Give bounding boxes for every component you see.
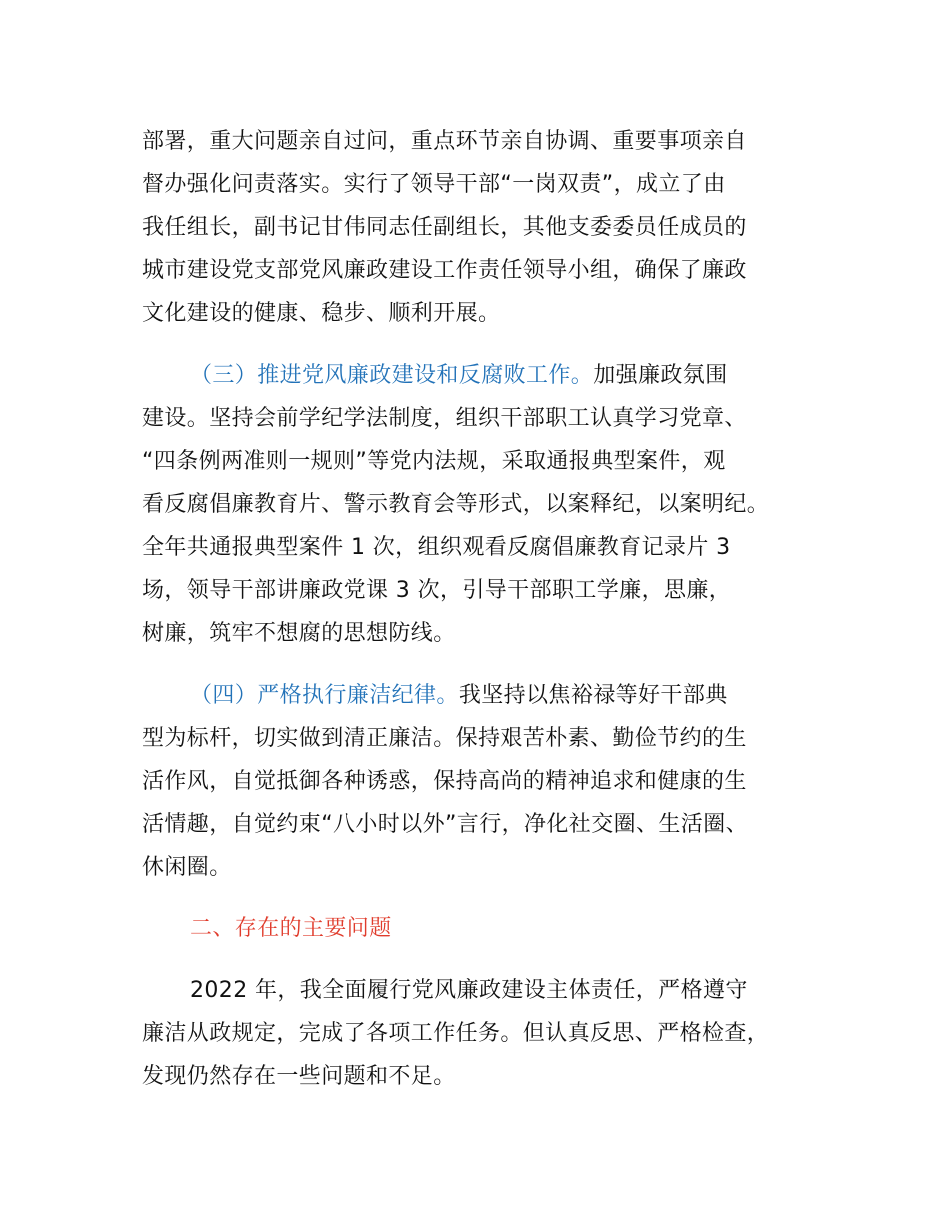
section-heading: 二、存在的主要问题	[190, 916, 392, 941]
text-line: 树廉，筑牢不想腐的思想防线。	[142, 621, 456, 646]
text-line: 部署，重大问题亲自过问，重点环节亲自协调、重要事项亲自	[142, 129, 747, 154]
text-line: 文化建设的健康、稳步、顺利开展。	[142, 301, 501, 326]
text-line: 全年共通报典型案件 1 次，组织观看反腐倡廉教育记录片 3	[142, 535, 731, 560]
text-span: 我坚持以焦裕禄等好干部典	[458, 683, 728, 708]
text-line: 建设。坚持会前学纪学法制度，组织干部职工认真学习党章、	[142, 406, 747, 431]
text-line: 督办强化问责落实。实行了领导干部“一岗双责”，成立了由	[142, 172, 726, 197]
paragraph-first-line	[190, 361, 728, 391]
text-line: 廉洁从政规定，完成了各项工作任务。但认真反思、严格检查，	[142, 1021, 770, 1046]
text-span: 加强廉政氛围	[593, 363, 728, 388]
text-line: 活作风，自觉抵御各种诱惑，保持高尚的精神追求和健康的生	[142, 769, 747, 794]
text-line: 2022 年，我全面履行党风廉政建设主体责任，严格遵守	[190, 978, 748, 1003]
text-line: 休闲圈。	[142, 855, 232, 880]
text-line: 型为标杆，切实做到清正廉洁。保持艰苦朴素、勤俭节约的生	[142, 726, 747, 751]
text-line: 城市建设党支部党风廉政建设工作责任领导小组，确保了廉政	[142, 258, 747, 283]
subsection-heading: （三）推进党风廉政建设和反腐败工作。	[190, 363, 594, 388]
text-line: 场，领导干部讲廉政党课 3 次，引导干部职工学廉，思廉，	[142, 578, 732, 603]
text-line: 活情趣，自觉约束“八小时以外”言行，净化社交圈、生活圈、	[142, 812, 748, 837]
subsection-heading: （四）严格执行廉洁纪律。	[190, 683, 459, 708]
text-line: “四条例两准则一规则”等党内法规，采取通报典型案件，观	[142, 449, 726, 474]
text-line: 我任组长，副书记甘伟同志任副组长，其他支委委员任成员的	[142, 215, 747, 240]
text-line: 看反腐倡廉教育片、警示教育会等形式，以案释纪，以案明纪。	[142, 492, 770, 517]
text-line: 发现仍然存在一些问题和不足。	[142, 1064, 456, 1089]
paragraph-first-line	[190, 681, 728, 711]
